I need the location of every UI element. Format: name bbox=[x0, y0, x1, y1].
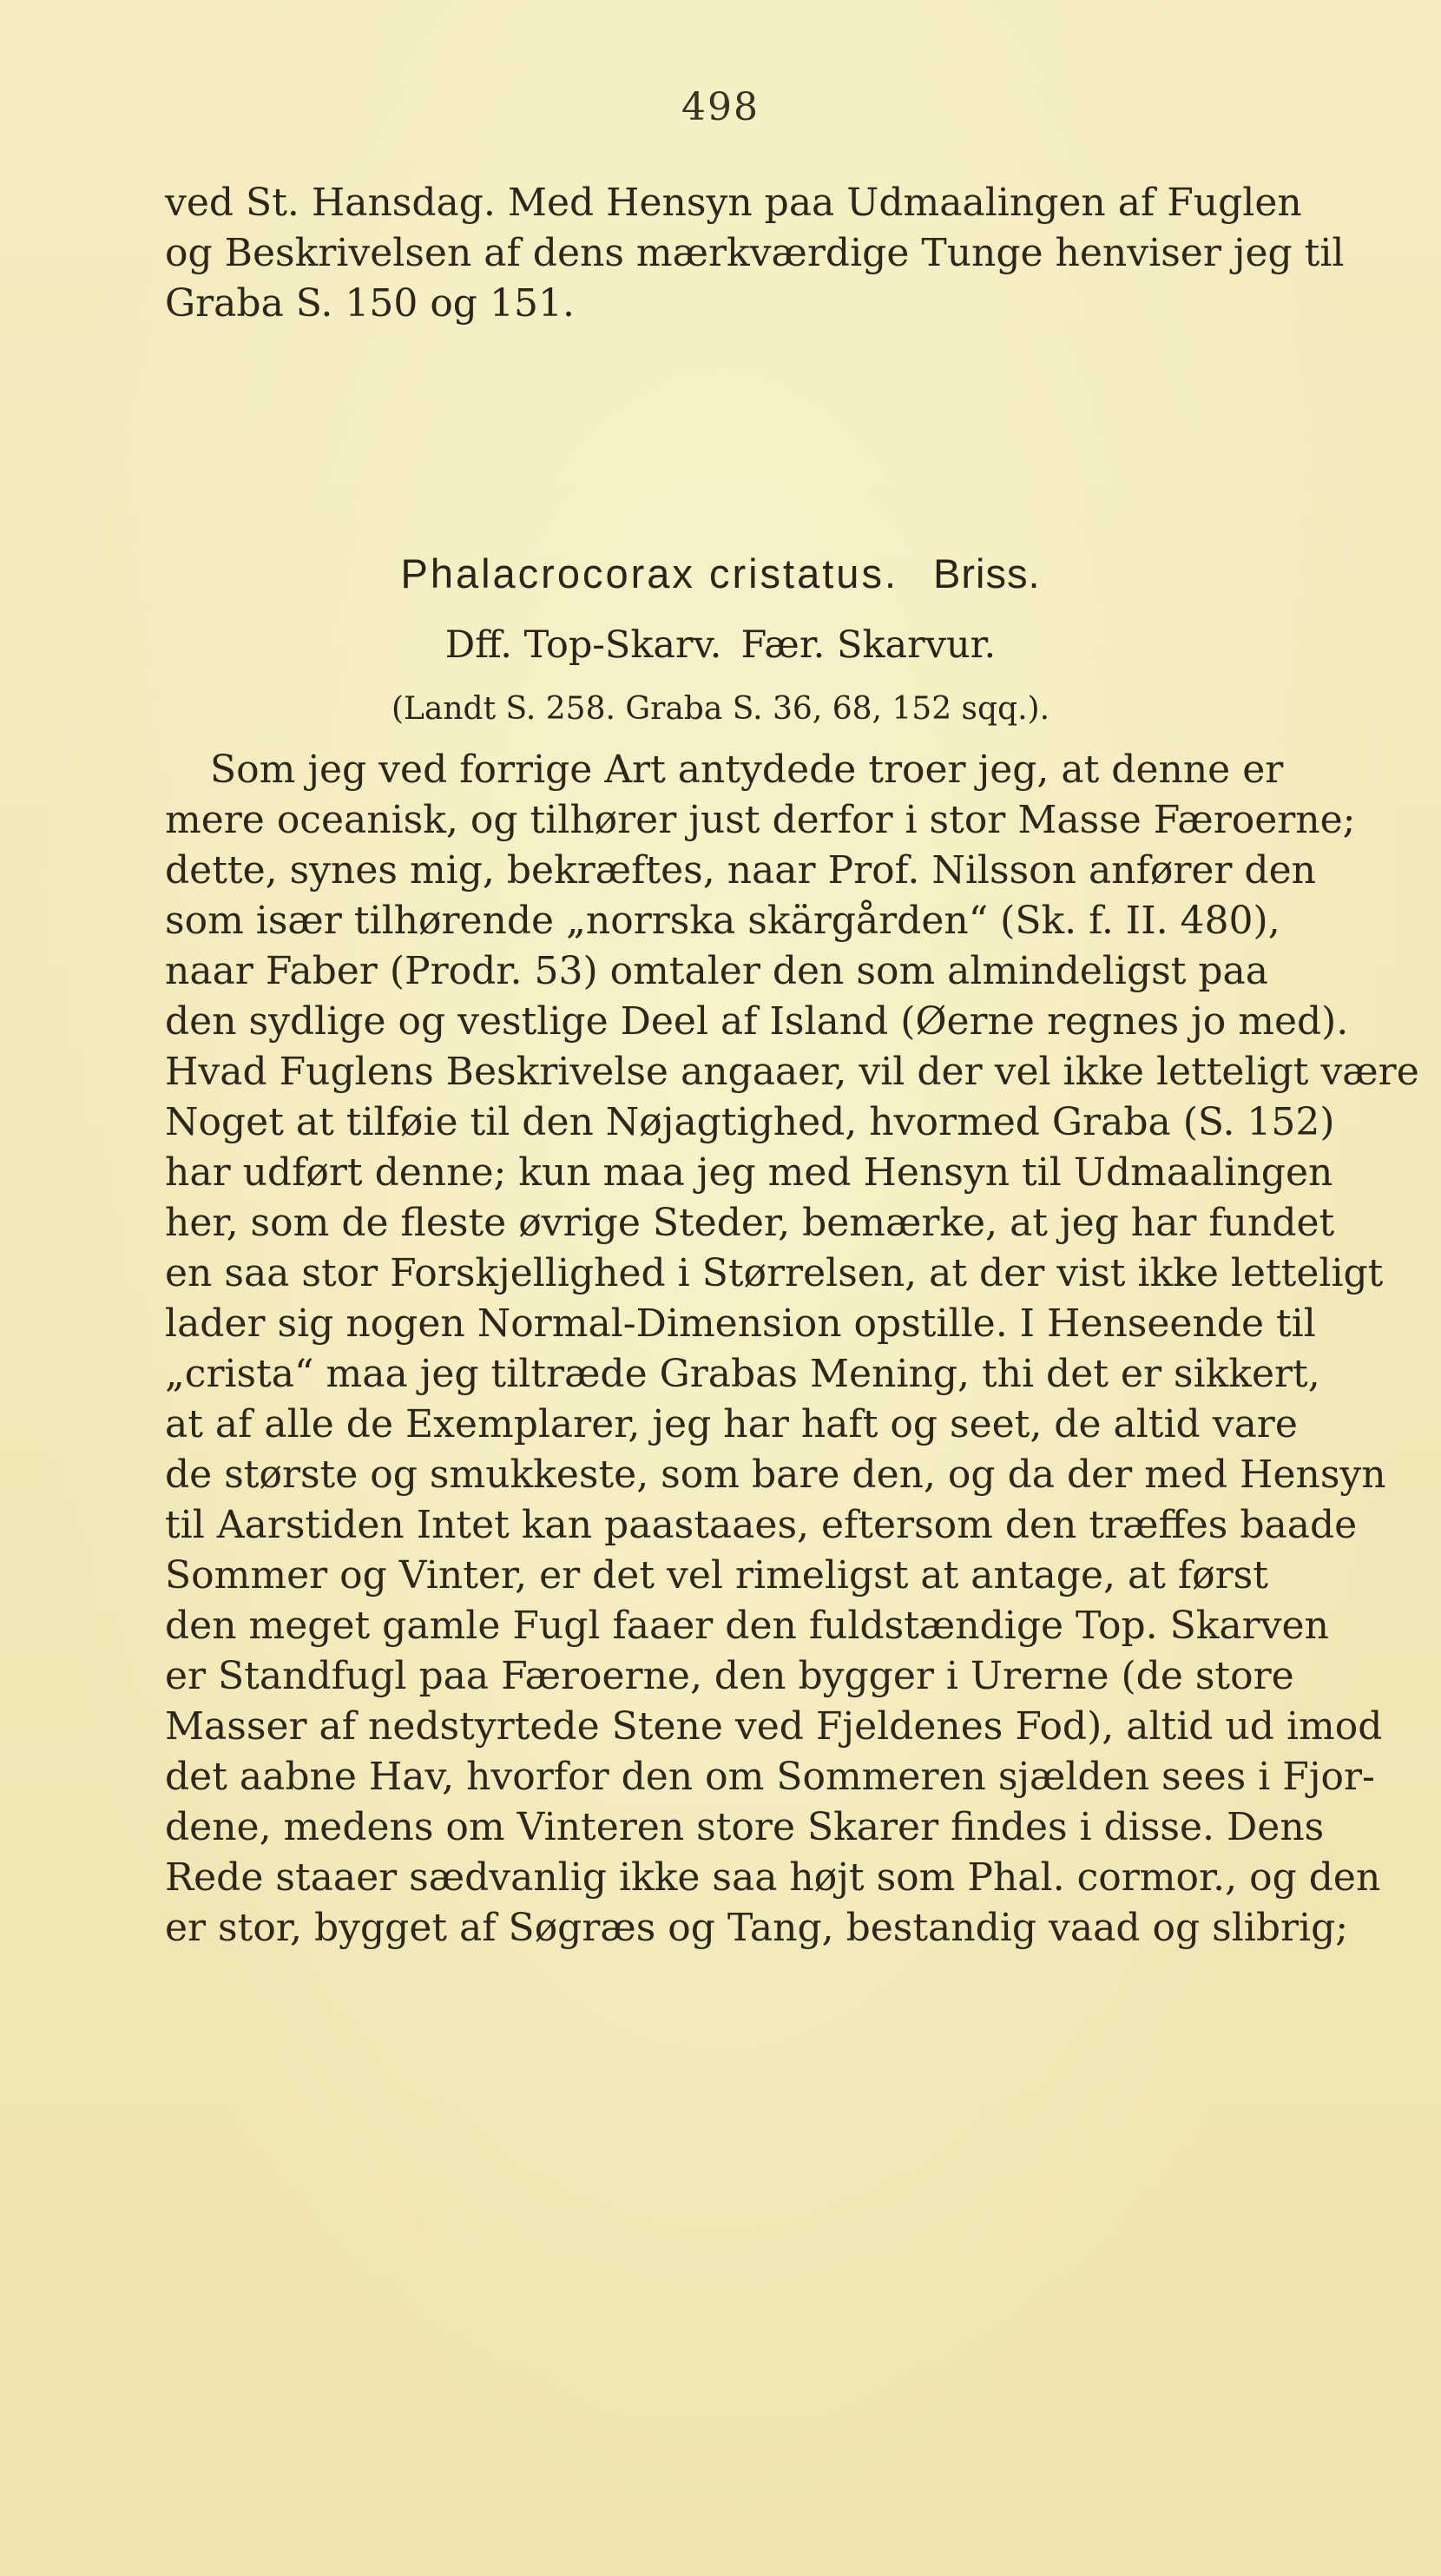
text-line: Hvad Fuglens Beskrivelse angaaer, vil der vel ikke letteligt være bbox=[165, 1050, 1419, 1094]
text-line: naar Faber (Prodr. 53) omtaler den som almindeligst paa bbox=[165, 949, 1268, 993]
text-line: Sommer og Vinter, er det vel rimeligst at antage, at først bbox=[165, 1553, 1268, 1598]
page-number: 498 bbox=[681, 85, 760, 129]
text-line: det aabne Hav, hvorfor den om Sommeren sjælden sees i Fjor- bbox=[165, 1755, 1375, 1799]
text-line: „crista“ maa jeg tiltræde Grabas Mening, thi det er sikkert, bbox=[165, 1352, 1320, 1396]
text-line: Masser af nedstyrtede Stene ved Fjeldenes Fod), altid ud imod bbox=[165, 1704, 1383, 1749]
text-line: at af alle de Exemplarer, jeg har haft og seet, de altid vare bbox=[165, 1402, 1298, 1446]
text-line: til Aarstiden Intet kan paastaaes, eftersom den træffes baade bbox=[165, 1503, 1358, 1547]
text-line: er Standfugl paa Færoerne, den bygger i Urerne (de store bbox=[165, 1654, 1294, 1698]
text-line: en saa stor Forskjellighed i Størrelsen, at der vist ikke letteligt bbox=[165, 1251, 1384, 1295]
text-line: dene, medens om Vinteren store Skarer findes i disse. Dens bbox=[165, 1805, 1325, 1849]
text-line: Rede staaer sædvanlig ikke saa højt som Phal. cormor., og den bbox=[165, 1855, 1381, 1900]
text-line: den sydlige og vestlige Deel af Island (Øerne regnes jo med). bbox=[165, 999, 1349, 1044]
text-line: er stor, bygget af Søgræs og Tang, bestandig vaad og slibrig; bbox=[165, 1906, 1349, 1950]
text-line: dette, synes mig, bekræftes, naar Prof. Nilsson anfører den bbox=[165, 848, 1316, 893]
body-paragraph bbox=[165, 745, 1441, 1953]
danish-name: Dff. Top-Skarv. bbox=[444, 623, 722, 667]
text-line: Graba S. 150 og 151. bbox=[165, 281, 575, 326]
text-line: lader sig nogen Normal-Dimension opstille. I Henseende til bbox=[165, 1301, 1316, 1346]
species-heading bbox=[0, 550, 1441, 597]
text-line: mere oceanisk, og tilhører just derfor i stor Masse Færoerne; bbox=[165, 798, 1356, 842]
text-line: Som jeg ved forrige Art antydede troer jeg, at denne er bbox=[210, 748, 1284, 792]
text-line: har udført denne; kun maa jeg med Hensyn til Udmaalingen bbox=[165, 1150, 1333, 1195]
references: (Landt S. 258. Graba S. 36, 68, 152 sqq.). bbox=[391, 691, 1050, 727]
text-line: ved St. Hansdag. Med Hensyn paa Udmaalingen af Fuglen bbox=[165, 181, 1302, 225]
text-line: den meget gamle Fugl faaer den fuldstændige Top. Skarven bbox=[165, 1604, 1329, 1648]
faroese-name: Fær. Skarvur. bbox=[740, 623, 997, 667]
intro-paragraph bbox=[165, 178, 1441, 329]
species-latin-name: Phalacrocorax cristatus. bbox=[400, 550, 899, 596]
text-line: og Beskrivelsen af dens mærkværdige Tunge henviser jeg til bbox=[165, 231, 1345, 275]
text-line: de største og smukkeste, som bare den, og da der med Hensyn bbox=[165, 1453, 1386, 1497]
species-author: Briss. bbox=[933, 550, 1041, 596]
common-names bbox=[0, 623, 1441, 667]
text-line: Noget at tilføie til den Nøjagtighed, hvormed Graba (S. 152) bbox=[165, 1100, 1335, 1144]
text-line: her, som de fleste øvrige Steder, bemærke, at jeg har fundet bbox=[165, 1201, 1335, 1245]
text-line: som især tilhørende „norrska skärgården“ (Sk. f. II. 480), bbox=[165, 899, 1280, 943]
